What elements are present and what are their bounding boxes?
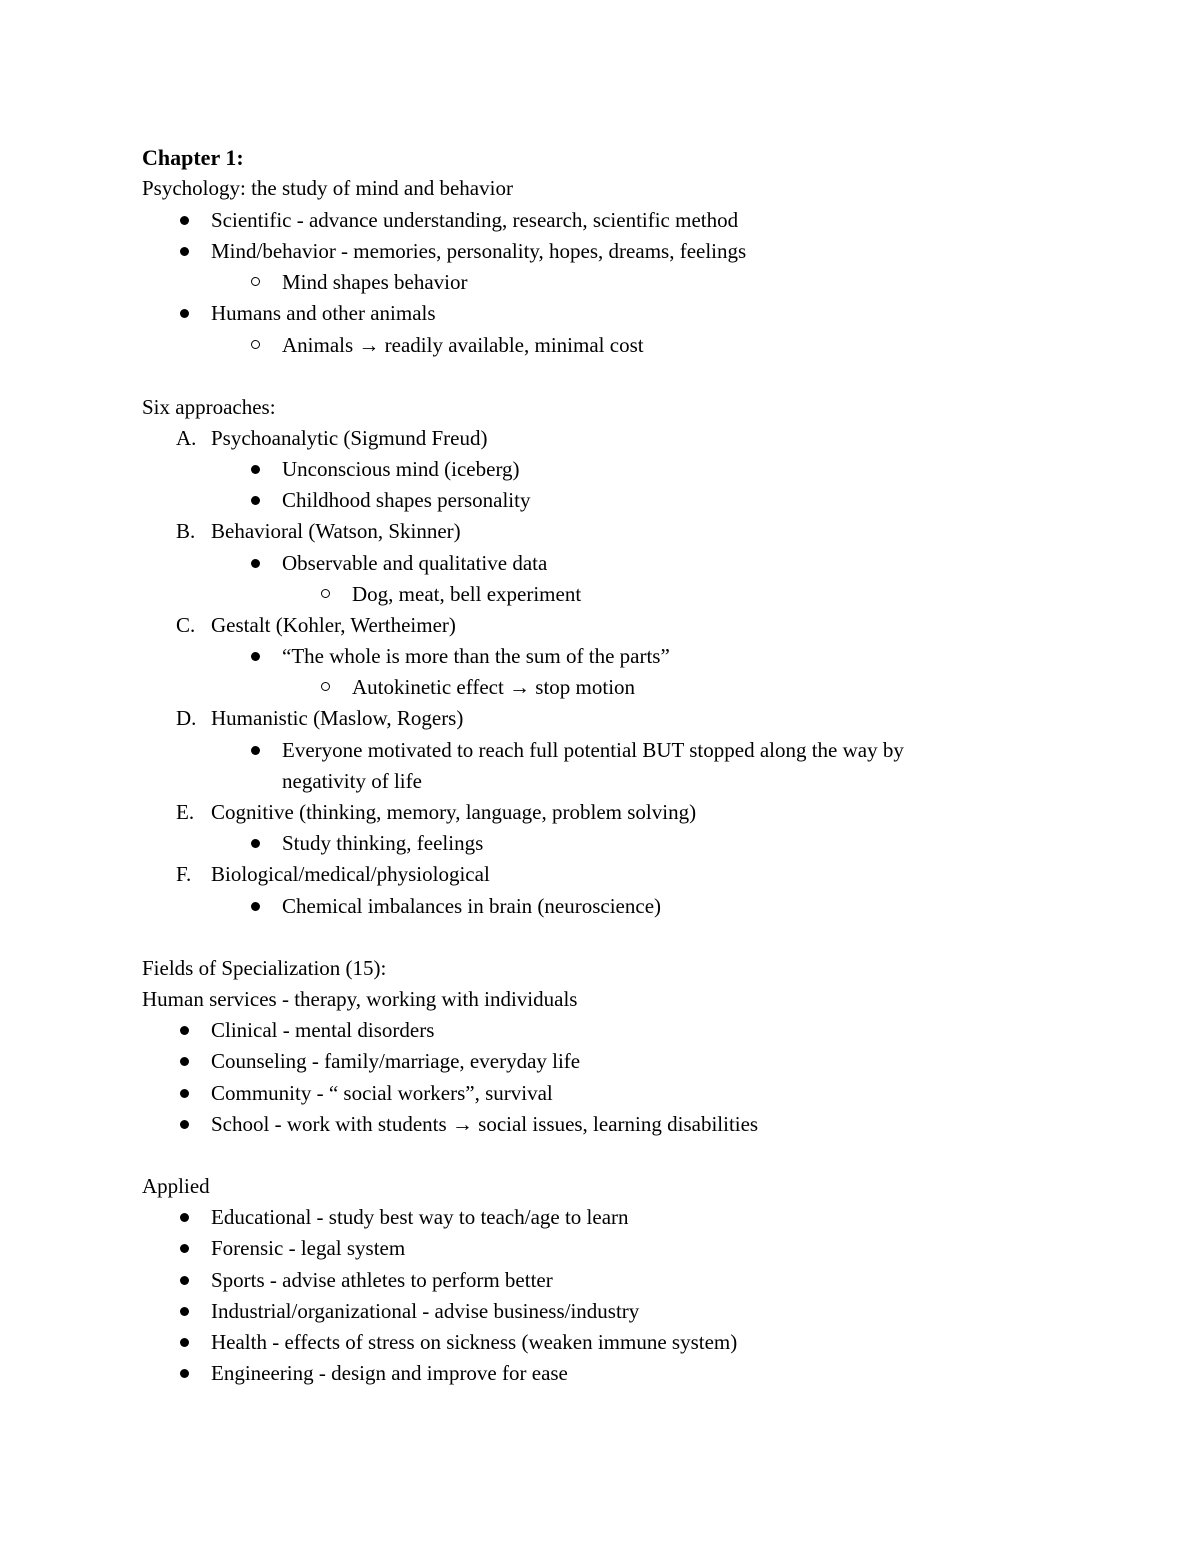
hollow-bullet-icon [251, 277, 260, 286]
bullet-icon [180, 1338, 189, 1347]
list-item: Sports - advise athletes to perform better [0, 1265, 1200, 1296]
list-item: Health - effects of stress on sickness (weaken immune system) [0, 1327, 1200, 1358]
approach-item: C. Gestalt (Kohler, Wertheimer) [176, 613, 456, 637]
bullet-icon [251, 839, 260, 848]
approach-item: B. Behavioral (Watson, Skinner) [176, 519, 461, 543]
section-heading: Six approaches: [142, 395, 276, 419]
approach-item: F. Biological/medical/physiological [176, 862, 490, 886]
approach-item: D. Humanistic (Maslow, Rogers) [176, 706, 464, 730]
list-item: Community - “ social workers”, survival [0, 1078, 1200, 1109]
list-item: Mind/behavior - memories, personality, hopes, dreams, feelings [0, 236, 1200, 267]
subsection-heading: Human services - therapy, working with individuals [142, 987, 578, 1011]
list-item: Dog, meat, bell experiment [0, 579, 1200, 610]
list-item: Autokinetic effect → stop motion [0, 672, 1200, 703]
list-item-continuation: negativity of life [282, 769, 422, 793]
list-item: Study thinking, feelings [0, 828, 1200, 859]
bullet-icon [180, 1089, 189, 1098]
bullet-icon [180, 1026, 189, 1035]
list-item: Animals → readily available, minimal cost [0, 330, 1200, 361]
hollow-bullet-icon [251, 340, 260, 349]
list-item: Industrial/organizational - advise business/industry [0, 1296, 1200, 1327]
bullet-icon [180, 1213, 189, 1222]
list-item: Chemical imbalances in brain (neuroscience) [0, 891, 1200, 922]
bullet-icon [180, 1244, 189, 1253]
bullet-icon [180, 309, 189, 318]
approach-item: A. Psychoanalytic (Sigmund Freud) [176, 426, 488, 450]
definition-line: Psychology: the study of mind and behavior [142, 176, 513, 200]
subsection-heading: Applied [142, 1174, 210, 1198]
bullet-icon [180, 216, 189, 225]
bullet-icon [251, 559, 260, 568]
list-item: Forensic - legal system [0, 1233, 1200, 1264]
hollow-bullet-icon [321, 682, 330, 691]
list-item: Educational - study best way to teach/age to learn [0, 1202, 1200, 1233]
list-item: “The whole is more than the sum of the parts” [0, 641, 1200, 672]
bullet-icon [180, 1120, 189, 1129]
bullet-icon [251, 496, 260, 505]
section-heading: Fields of Specialization (15): [142, 956, 387, 980]
bullet-icon [180, 247, 189, 256]
bullet-icon [180, 1369, 189, 1378]
approach-item: E. Cognitive (thinking, memory, language, problem solving) [176, 800, 697, 824]
list-item: Scientific - advance understanding, research, scientific method [0, 205, 1200, 236]
bullet-icon [180, 1307, 189, 1316]
bullet-icon [251, 465, 260, 474]
list-item: Clinical - mental disorders [0, 1015, 1200, 1046]
chapter-title: Chapter 1: [142, 145, 244, 170]
list-item: Childhood shapes personality [0, 485, 1200, 516]
bullet-icon [251, 902, 260, 911]
list-item: Observable and qualitative data [0, 548, 1200, 579]
list-item: Counseling - family/marriage, everyday life [0, 1046, 1200, 1077]
bullet-icon [180, 1276, 189, 1285]
hollow-bullet-icon [321, 589, 330, 598]
list-item: Mind shapes behavior [0, 267, 1200, 298]
bullet-icon [180, 1057, 189, 1066]
list-item: School - work with students → social issues, learning disabilities [0, 1109, 1200, 1140]
list-item: Unconscious mind (iceberg) [0, 454, 1200, 485]
bullet-icon [251, 746, 260, 755]
list-item: Humans and other animals [0, 298, 1200, 329]
bullet-icon [251, 652, 260, 661]
list-item: Everyone motivated to reach full potential BUT stopped along the way by [0, 735, 1200, 766]
list-item: Engineering - design and improve for ease [0, 1358, 1200, 1389]
